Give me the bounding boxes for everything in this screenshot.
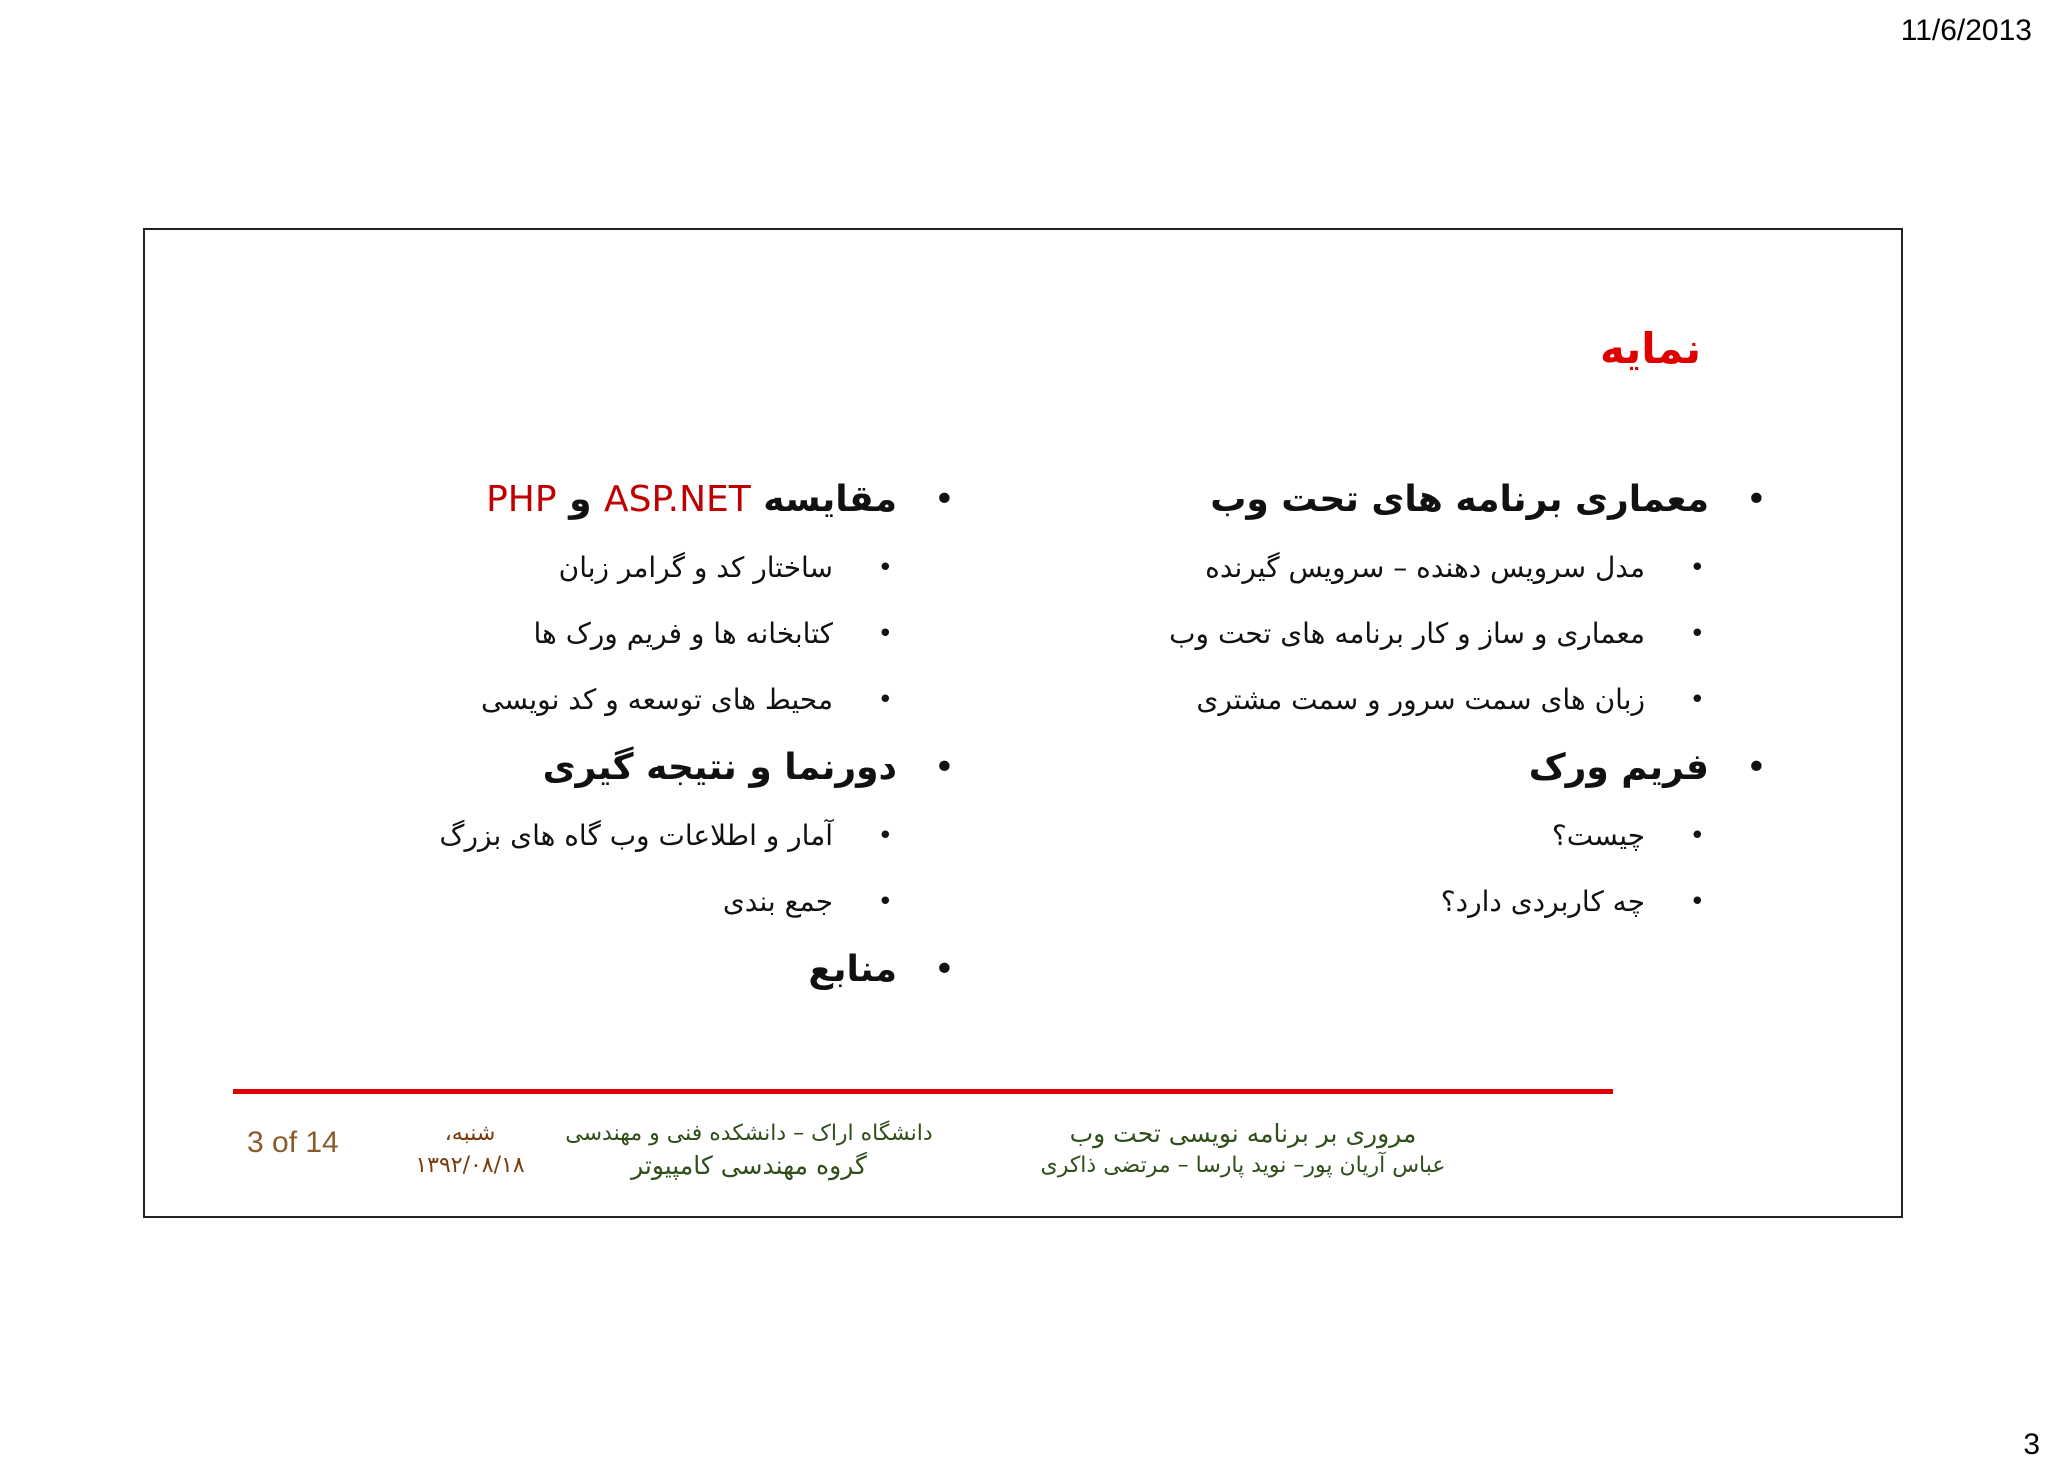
bullet-heading-compare [337,472,897,528]
course-title: مروری بر برنامه نویسی تحت وب [1069,1119,1417,1148]
date: ۱۳۹۲/۰۸/۱۸ [415,1153,525,1178]
page-number: 3 [2023,1428,2040,1461]
left-column [337,472,897,1012]
bullet-heading: • منابع [337,942,897,998]
compare-and: و [569,479,592,520]
slide-pager: 3 of 14 [247,1126,339,1159]
authors: عباس آریان پور– نوید پارسا – مرتضی ذاکری [1040,1153,1446,1178]
footer-university [539,1118,959,1182]
department: گروه مهندسی کامپیوتر [631,1151,867,1180]
footer-date [395,1118,545,1182]
bullet-item: • جمع بندی [337,876,833,928]
slide [143,228,1903,1218]
aspnet-label: ASP.NET [604,479,751,520]
php-label: PHP [486,479,557,520]
university: دانشگاه اراک – دانشکده فنی و مهندسی [565,1121,933,1146]
print-date: 11/6/2013 [1900,14,2032,47]
footer-divider [233,1089,1613,1094]
day: شنبه، [444,1121,496,1146]
bullet-item: • کتابخانه ها و فریم ورک ها [337,608,833,660]
footer-course [1003,1118,1483,1182]
bullet-item: • زبان های سمت سرور و سمت مشتری [1089,674,1645,726]
compare-prefix: مقایسه [763,479,897,520]
slide-title: نمایه [1600,324,1701,373]
bullet-item: • آمار و اطلاعات وب گاه های بزرگ [337,810,833,862]
bullet-heading: • فریم ورک [1089,740,1709,796]
bullet-item: • معماری و ساز و کار برنامه های تحت وب [1089,608,1645,660]
right-column [1089,472,1709,942]
bullet-item: • چیست؟ [1089,810,1645,862]
bullet-item: • مدل سرویس دهنده – سرویس گیرنده [1089,542,1645,594]
bullet-item: • چه کاربردی دارد؟ [1089,876,1645,928]
bullet-item: • محیط های توسعه و کد نویسی [337,674,833,726]
bullet-heading: • معماری برنامه های تحت وب [1089,472,1709,528]
bullet-heading: • دورنما و نتیجه گیری [337,740,897,796]
bullet-item: • ساختار کد و گرامر زبان [337,542,833,594]
